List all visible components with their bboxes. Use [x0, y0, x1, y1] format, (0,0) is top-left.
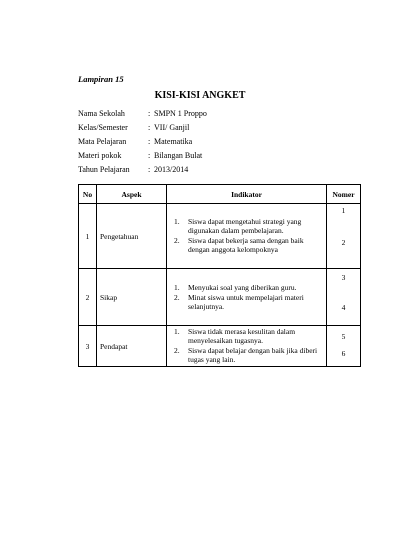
indicator-number: 2.	[174, 236, 180, 245]
item-number: 4	[341, 303, 346, 312]
header-nomer: Nomer	[327, 185, 361, 204]
indicator-item	[174, 327, 323, 345]
indicator-item	[174, 217, 323, 235]
item-number: 3	[341, 273, 346, 282]
indicator-number: 1.	[174, 327, 180, 336]
info-label: Kelas/Semester	[78, 123, 128, 132]
document-title: KISI-KISI ANGKET	[154, 90, 246, 101]
indicator-text: Menyukai soal yang diberikan guru.	[188, 282, 297, 292]
info-separator: :	[148, 151, 151, 160]
header-indikator: Indikator	[167, 185, 327, 204]
info-separator: :	[148, 109, 151, 118]
indicator-item	[174, 236, 323, 254]
item-number: 6	[341, 349, 346, 358]
info-label: Mata Pelajaran	[78, 137, 127, 146]
row-number: 3	[79, 326, 97, 367]
indicator-number: 1.	[174, 217, 180, 226]
row-indicators	[167, 326, 327, 367]
info-value: VII/ Ganjil	[154, 123, 190, 132]
item-number: 1	[341, 206, 346, 215]
row-item-numbers	[327, 204, 361, 269]
table-row	[79, 326, 361, 367]
indicator-item	[174, 282, 323, 292]
indicator-text: Siswa dapat belajar dengan baik jika diberi tugas yang lain.	[188, 346, 318, 364]
indicator-item	[174, 292, 323, 311]
questionnaire-grid-table	[78, 184, 361, 367]
info-separator: :	[148, 137, 151, 146]
row-aspect: Pengetahuan	[97, 204, 167, 269]
info-label: Tahun Pelajaran	[78, 165, 130, 174]
row-number: 1	[79, 204, 97, 269]
row-indicators	[167, 269, 327, 326]
info-value: SMPN 1 Proppo	[154, 109, 207, 118]
info-label: Materi pokok	[78, 151, 122, 160]
item-number: 2	[341, 238, 346, 247]
indicator-number: 1.	[174, 282, 180, 292]
row-number: 2	[79, 269, 97, 326]
item-number: 5	[341, 332, 346, 341]
row-indicators	[167, 204, 327, 269]
indicator-text: Siswa dapat mengetahui strategi yang digunakan dalam pembelajaran.	[188, 217, 302, 235]
table-header-row	[79, 185, 361, 204]
row-aspect: Sikap	[97, 269, 167, 326]
info-separator: :	[148, 165, 151, 174]
info-value: 2013/2014	[154, 165, 189, 174]
row-item-numbers	[327, 269, 361, 326]
header-no: No	[79, 185, 97, 204]
info-value: Bilangan Bulat	[154, 151, 203, 160]
indicator-number: 2.	[174, 346, 180, 355]
table-row	[79, 269, 361, 326]
info-label: Nama Sekolah	[78, 109, 125, 118]
indicator-text: Minat siswa untuk mempelajari materi selanjutnya.	[188, 292, 304, 311]
indicator-item	[174, 346, 323, 364]
appendix-label: Lampiran 15	[78, 74, 124, 84]
header-aspek: Aspek	[97, 185, 167, 204]
table-row	[79, 204, 361, 269]
indicator-text: Siswa tidak merasa kesulitan dalam menyelesaikan tugasnya.	[188, 327, 296, 345]
info-value: Matematika	[154, 137, 193, 146]
row-item-numbers	[327, 326, 361, 367]
indicator-number: 2.	[174, 292, 180, 302]
indicator-text: Siswa dapat bekerja sama dengan baik dengan anggota kelompoknya	[188, 236, 304, 254]
info-separator: :	[148, 123, 151, 132]
row-aspect: Pendapat	[97, 326, 167, 367]
